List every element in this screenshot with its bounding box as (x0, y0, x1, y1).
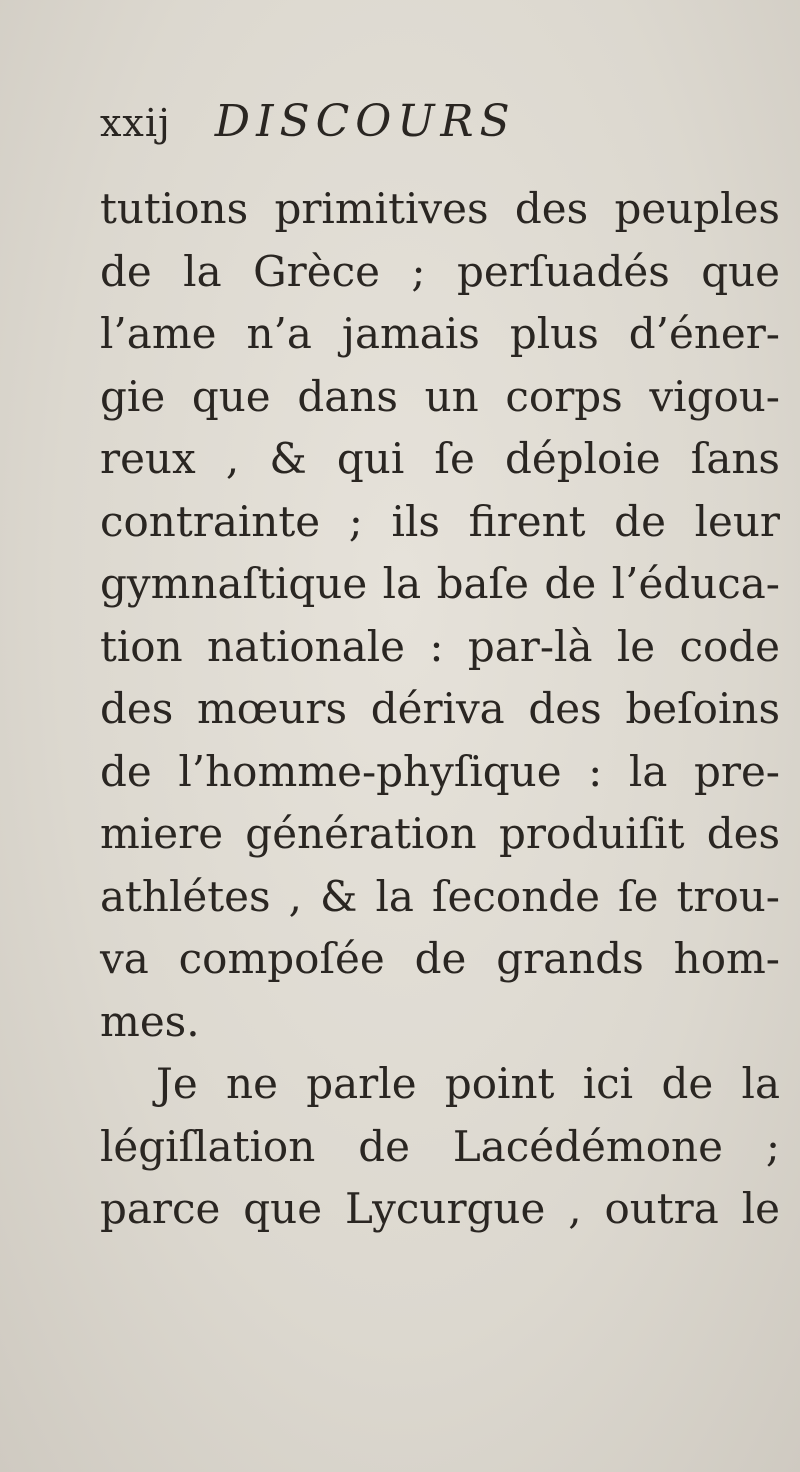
text-line: contrainte ; ils firent de leur (100, 496, 780, 546)
page-header (100, 96, 516, 156)
text-line: gymnaſtique la baſe de l’éduca- (100, 559, 780, 608)
text-line: tion nationale : par-là le code (100, 621, 780, 671)
text-line: reux , & qui ſe déploie ſans (100, 434, 780, 483)
body-text (100, 178, 780, 1241)
text-line: athlétes , & la ſeconde ſe trou- (100, 871, 780, 921)
text-line: tutions primitives des peuples (100, 184, 780, 233)
running-title: DISCOURS (214, 96, 516, 147)
text-line: des mœurs dériva des beſoins (100, 684, 780, 733)
text-line: miere génération produiſit des (100, 809, 780, 858)
text-line: de la Grèce ; perſuadés que (100, 246, 780, 296)
paragraph-start-line: Je ne parle point ici de la (156, 1059, 780, 1108)
page-number: xxij (100, 101, 171, 145)
text-line: mes. (100, 996, 200, 1046)
text-line: l’ame n’a jamais plus d’éner- (100, 309, 780, 358)
text-line: gie que dans un corps vigou- (100, 371, 780, 421)
text-line: de l’homme-phyſique : la pre- (100, 746, 780, 796)
text-line: légiſlation de Lacédémone ; (100, 1121, 780, 1171)
text-line: parce que Lycurgue , outra le (100, 1184, 780, 1233)
text-line: va compoſée de grands hom- (100, 934, 780, 983)
